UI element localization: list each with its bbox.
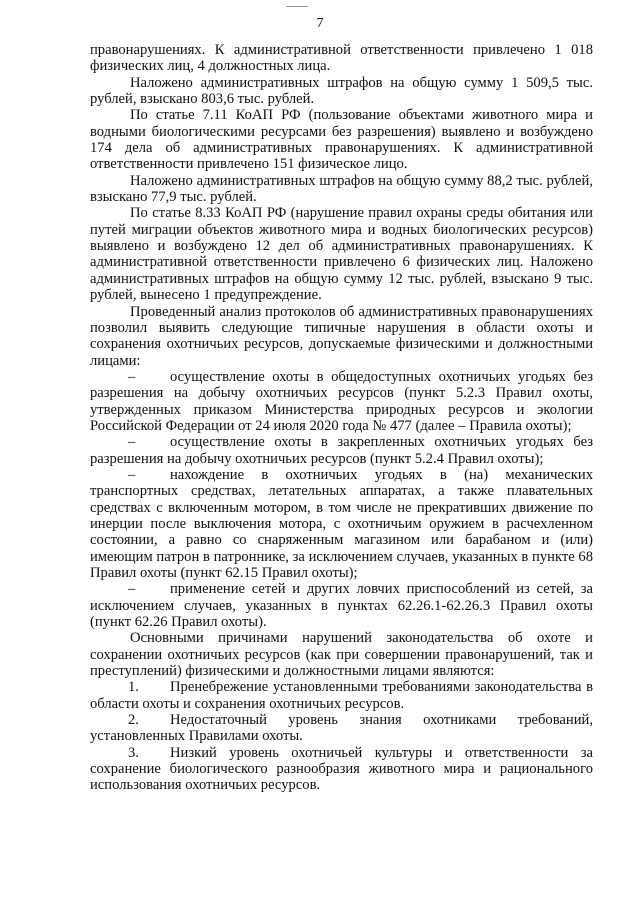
paragraph (90, 630, 593, 679)
paragraph (90, 205, 593, 303)
paragraph (90, 42, 593, 75)
paragraph-text: Проведенный анализ протоколов об административных правонарушениях позволил выявить следующие типичные нарушения в области охоты и сохранения охотничьих ресурсов, допускаемые физическими и должностными лицами: (90, 303, 593, 369)
paragraph (90, 304, 593, 369)
list-item (90, 434, 593, 467)
paragraph-text: правонарушениях. К административной ответственности привлечено 1 018 физических лиц, 4 должностных лица. (90, 42, 593, 75)
scan-mark (286, 6, 308, 7)
paragraph-text: Наложено административных штрафов на общую сумму 1 509,5 тыс. рублей, взыскано 803,6 тыс. рублей. (90, 74, 593, 108)
paragraph-text: По статье 7.11 КоАП РФ (пользование объектами животного мира и водными биологическими ресурсами без разрешения) выявлено и возбуждено 174 дела об административных правонарушениях. К административной ответственности привлечено 151 физическое лицо. (90, 107, 593, 173)
list-item (90, 467, 593, 581)
list-item-text: нахождение в охотничьих угодьях в (на) механических транспортных средствах, летательных аппаратах, а также плавательных средствах с включенным мотором, в том числе не прекративших движение по инерции после выключения мотора, с охотничьим оружием в расчехленном состоянии, а равно со снаряженным магазином или барабаном и (или) имеющим патрон в патроннике, за исключением случаев, указанных в пункте 68 Правил охоты (пункт 62.15 Правил охоты); (90, 466, 593, 581)
numbered-item (90, 679, 593, 712)
numbered-item-text: Низкий уровень охотничьей культуры и ответственности за сохранение биологического разнообразия животного мира и рационального использования охотничьих ресурсов. (90, 744, 593, 794)
list-dash-marker: – (128, 466, 136, 483)
paragraph (90, 173, 593, 206)
paragraph-text: По статье 8.33 КоАП РФ (нарушение правил охраны среды обитания или путей миграции объектов животного мира и водных биологических ресурсов) выявлено и возбуждено 12 дел об административных правонарушениях. К административной ответственности привлечено 6 физических лиц. Наложено административных штрафов на общую сумму 12 тыс. рублей, взыскано 9 тыс. рублей, вынесено 1 предупреждение. (90, 205, 593, 304)
paragraph-text: Наложено административных штрафов на общую сумму 88,2 тыс. рублей, взыскано 77,9 тыс. рублей. (90, 172, 593, 206)
list-item-text: осуществление охоты в общедоступных охотничьих угодьях без разрешения на добычу охотничьих ресурсов (пункт 5.2.3 Правил охоты, утвержденных приказом Министерства природных ресурсов и экологии Российской Федерации от 24 июля 2020 года № 477 (далее – Правила охоты); (90, 368, 593, 434)
list-number: 2. (128, 712, 139, 729)
numbered-item-text: Недостаточный уровень знания охотниками требований, установленных Правилами охоты. (90, 712, 593, 745)
list-number: 1. (128, 679, 139, 696)
paragraph-text: Основными причинами нарушений законодательства об охоте и сохранении охотничьих ресурсов (как при совершении правонарушений, так и преступлений) физическими и должностными лицами являются: (90, 630, 593, 680)
page-number: 7 (316, 16, 324, 31)
list-item-text: осуществление охоты в закрепленных охотничьих угодьях без разрешения на добычу охотничьих ресурсов (пункт 5.2.4 Правил охоты); (90, 434, 593, 467)
list-dash-marker: – (128, 434, 136, 451)
list-item (90, 581, 593, 630)
paragraph (90, 75, 593, 108)
numbered-item (90, 745, 593, 794)
list-number: 3. (128, 744, 139, 761)
list-item-text: применение сетей и других ловчих приспособлений из сетей, за исключением случаев, указанных в пунктах 62.26.1-62.26.3 Правил охоты (пункт 62.26 Правил охоты). (90, 581, 593, 631)
list-dash-marker: – (128, 368, 136, 385)
numbered-item (90, 712, 593, 745)
numbered-item-text: Пренебрежение установленными требованиями законодательства в области охоты и сохранения охотничьих ресурсов. (90, 679, 593, 712)
paragraph (90, 107, 593, 172)
body-text (90, 42, 593, 794)
list-item (90, 369, 593, 434)
list-dash-marker: – (128, 581, 136, 598)
